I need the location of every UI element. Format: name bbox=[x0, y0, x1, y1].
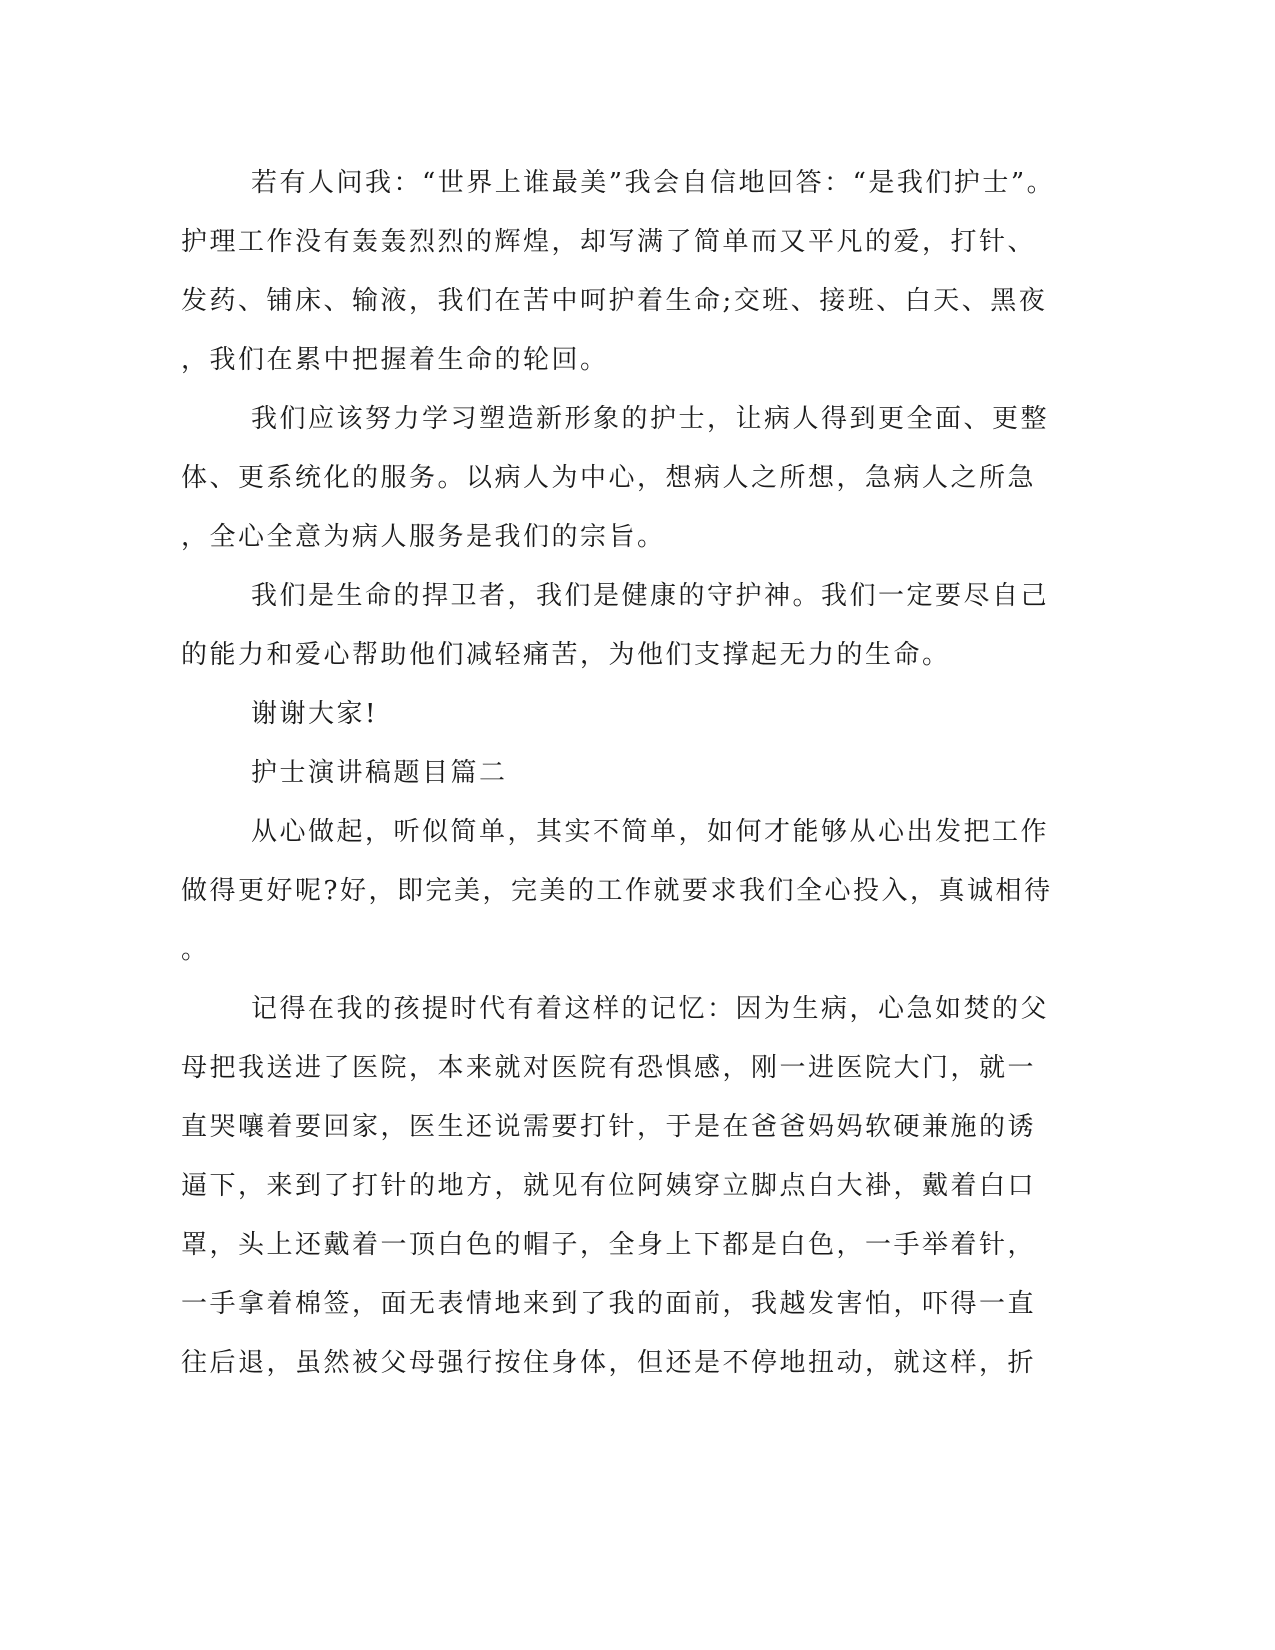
paragraph-3-line-2: 的能力和爱心帮助他们减轻痛苦，为他们支撑起无力的生命。 bbox=[181, 640, 951, 670]
paragraph-1-line-2: 护理工作没有轰轰烈烈的辉煌，却写满了简单而又平凡的爱，打针、 bbox=[181, 227, 1037, 257]
paragraph-4-line-3: 。 bbox=[181, 935, 210, 965]
section-heading: 护士演讲稿题目篇二 bbox=[251, 758, 508, 788]
paragraph-5-line-5: 罩，头上还戴着一顶白色的帽子，全身上下都是白色，一手举着针， bbox=[181, 1230, 1037, 1260]
paragraph-2-line-3: ，全心全意为病人服务是我们的宗旨。 bbox=[181, 522, 666, 552]
closing-line: 谢谢大家! bbox=[251, 699, 378, 729]
paragraph-3-line-1: 我们是生命的捍卫者，我们是健康的守护神。我们一定要尽自己 bbox=[251, 581, 1050, 611]
paragraph-4-line-2: 做得更好呢?好，即完美，完美的工作就要求我们全心投入，真诚相待 bbox=[181, 876, 1053, 906]
paragraph-5-line-7: 往后退，虽然被父母强行按住身体，但还是不停地扭动，就这样，折 bbox=[181, 1348, 1037, 1378]
paragraph-5-line-1: 记得在我的孩提时代有着这样的记忆：因为生病，心急如焚的父 bbox=[251, 994, 1050, 1024]
paragraph-5-line-6: 一手拿着棉签，面无表情地来到了我的面前，我越发害怕，吓得一直 bbox=[181, 1289, 1037, 1319]
paragraph-5-line-2: 母把我送进了医院，本来就对医院有恐惧感，刚一进医院大门，就一 bbox=[181, 1053, 1037, 1083]
paragraph-4-line-1: 从心做起，听似简单，其实不简单，如何才能够从心出发把工作 bbox=[251, 817, 1050, 847]
paragraph-5-line-4: 逼下，来到了打针的地方，就见有位阿姨穿立脚点白大褂，戴着白口 bbox=[181, 1171, 1037, 1201]
paragraph-1-line-1: 若有人问我：“世界上谁最美”我会自信地回答：“是我们护士”。 bbox=[251, 168, 1056, 198]
paragraph-2-line-1: 我们应该努力学习塑造新形象的护士，让病人得到更全面、更整 bbox=[251, 404, 1050, 434]
paragraph-1-line-3: 发药、铺床、输液，我们在苦中呵护着生命;交班、接班、白天、黑夜 bbox=[181, 286, 1048, 316]
paragraph-2-line-2: 体、更系统化的服务。以病人为中心，想病人之所想，急病人之所急 bbox=[181, 463, 1037, 493]
paragraph-5-line-3: 直哭嚷着要回家，医生还说需要打针，于是在爸爸妈妈软硬兼施的诱 bbox=[181, 1112, 1037, 1142]
paragraph-1-line-4: ，我们在累中把握着生命的轮回。 bbox=[181, 345, 609, 375]
